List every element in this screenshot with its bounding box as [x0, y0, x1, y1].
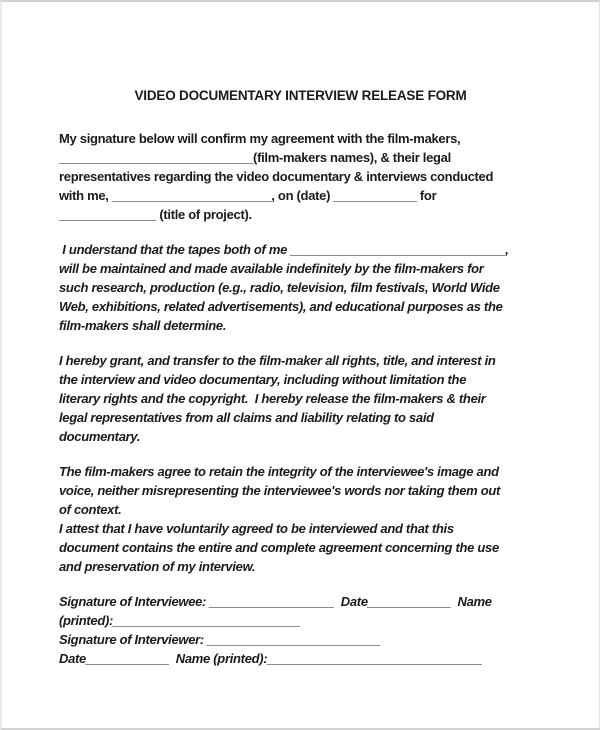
paragraph-line: ____________________________(film-makers names), & their legal [59, 150, 451, 165]
paragraph-line: ______________ (title of project). [59, 207, 252, 222]
paragraph-line: literary rights and the copyright. I hereby release the film-makers & their [59, 391, 486, 406]
paragraph-line: I understand that the tapes both of me _______________________________, [59, 242, 509, 257]
paragraph-tapes-clause [59, 240, 569, 335]
paragraph-line: such research, production (e.g., radio, television, film festivals, World Wide [59, 280, 500, 295]
document-title: VIDEO DOCUMENTARY INTERVIEW RELEASE FORM [134, 88, 467, 103]
paragraph-line: My signature below will confirm my agreement with the film-makers, [59, 131, 461, 146]
paragraph-line: documentary. [59, 429, 141, 444]
paragraph-integrity-and-attestation-clause [59, 462, 569, 576]
paragraph-line: Signature of Interviewee: __________________ Date____________ Name [59, 594, 492, 609]
paragraph-line: will be maintained and made available indefinitely by the film-makers for [59, 261, 484, 276]
paragraph-signature-block [59, 592, 569, 668]
paragraph-line: representatives regarding the video documentary & interviews conducted [59, 169, 494, 184]
paragraph-line: Date____________ Name (printed):_______________________________ [59, 651, 483, 666]
paragraph-line: of context. [59, 502, 122, 517]
paragraph-line: (printed):___________________________ [59, 613, 301, 628]
paragraph-line: Signature of Interviewer: _________________________ [59, 632, 381, 647]
paragraph-agreement-intro [59, 129, 569, 224]
paragraph-line: film-makers shall determine. [59, 318, 227, 333]
paragraph-line: voice, neither misrepresenting the interviewee's words nor taking them out [59, 483, 501, 498]
paragraph-line: I hereby grant, and transfer to the film-maker all rights, title, and interest in [59, 353, 496, 368]
paragraph-line: document contains the entire and complete agreement concerning the use [59, 540, 499, 555]
paragraph-line: and preservation of my interview. [59, 559, 256, 574]
document-body [2, 105, 599, 668]
paragraph-line: Web, exhibitions, related advertisements), and educational purposes as the [59, 299, 503, 314]
paragraph-line: I attest that I have voluntarily agreed to be interviewed and that this [59, 521, 454, 536]
paragraph-line: the interview and video documentary, including without limitation the [59, 372, 467, 387]
paragraph-line: The film-makers agree to retain the integrity of the interviewee's image and [59, 464, 499, 479]
paragraph-line: with me, _______________________, on (date) ____________ for [59, 188, 437, 203]
paragraph-rights-transfer-clause [59, 351, 569, 446]
paragraph-line: legal representatives from all claims and liability relating to said [59, 410, 434, 425]
